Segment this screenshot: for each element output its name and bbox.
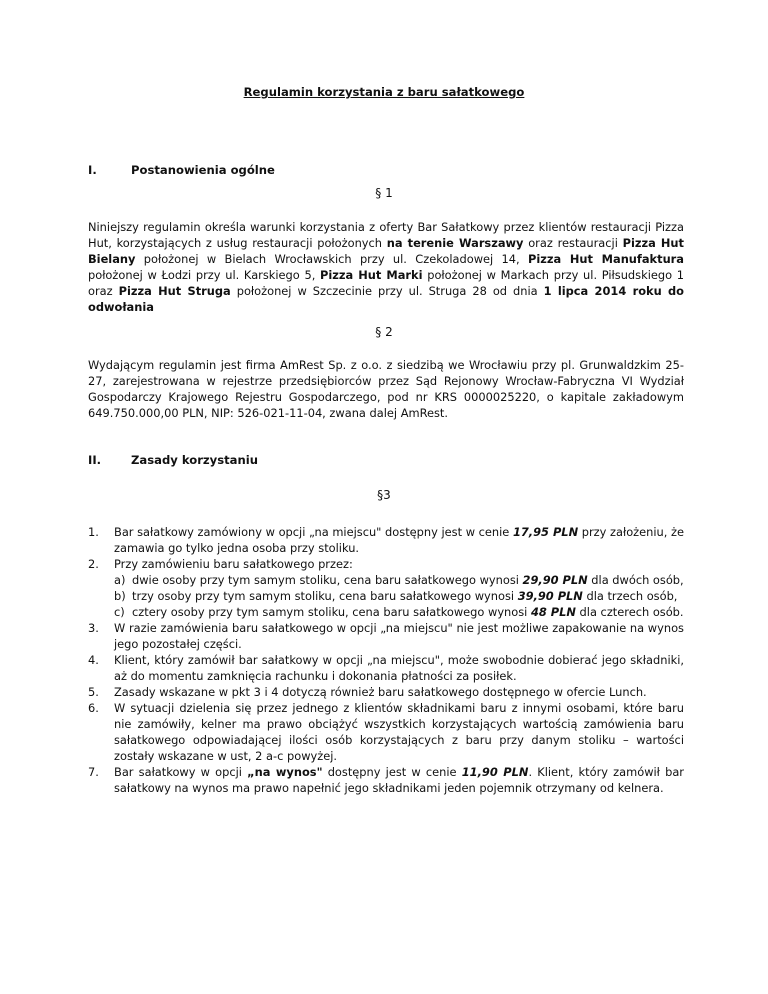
text: . Klient, który zamówił bar sałatkowy na wynos ma prawo napełnić jego składnikami jeden pojemnik otrzymany od kelnera. [114, 765, 684, 795]
paragraph-symbol-3: §3 [377, 488, 391, 502]
paragraph-symbol-1: § 1 [375, 186, 393, 200]
section-number: II. [88, 453, 102, 467]
sub-list-item [88, 572, 684, 588]
item-number: 5. [88, 685, 99, 699]
paragraph-2: Wydającym regulamin jest firma AmRest Sp. z o.o. z siedzibą we Wrocławiu przy pl. Grunwaldzkim 25-27, zarejestrowana w rejestrze przedsiębiorców przez Sąd Rejonowy Wrocław-Fabryczna VI Wydział Gospodarczy Krajowego Rejestru Gospodarczego, pod nr KRS 0000025220, o kapitale zakładowym 649.750.000,00 PLN, NIP: 526-021-11-04, zwana dalej AmRest. [88, 358, 684, 420]
section-number: I. [88, 163, 97, 177]
text: Bar sałatkowy zamówiony w opcji „na miejscu" dostępny jest w cenie [114, 525, 513, 539]
section-title: Postanowienia ogólne [131, 163, 275, 177]
text: Bar sałatkowy w opcji [114, 765, 248, 779]
text: Przy zamówieniu baru sałatkowego przez: [114, 557, 353, 571]
text: położonej w Markach przy ul. Piłsudskiego 1 oraz [88, 268, 685, 298]
list-item [88, 620, 684, 652]
price-three: 39,90 PLN [517, 589, 583, 603]
text: położonej w Łodzi przy ul. Karskiego 5, [88, 268, 321, 282]
text: oraz restauracji [523, 236, 623, 250]
item-letter: b) [114, 589, 126, 603]
bold-restaurant-bielany: Pizza Hut Bielany [88, 236, 684, 266]
list-item [88, 684, 684, 700]
item-number: 7. [88, 765, 99, 779]
text: dla czterech osób. [575, 605, 684, 619]
text: położonej w Szczecinie przy ul. Struga 28 od dnia [230, 284, 544, 298]
text: Niniejszy regulamin określa warunki korzystania z oferty Bar Sałatkowy przez klientów restauracji Pizza Hut, korzystających z usług restauracji położonych [88, 220, 684, 250]
list-item [88, 524, 684, 556]
text: dla dwóch osób, [587, 573, 684, 587]
text: dla trzech osób, [582, 589, 678, 603]
bold-restaurant-struga: Pizza Hut Struga [118, 284, 231, 298]
price-four: 48 PLN [530, 605, 576, 619]
price-single: 17,95 PLN [512, 525, 579, 539]
item-number: 1. [88, 525, 99, 539]
text: dwie osoby przy tym samym stoliku, cena baru sałatkowego wynosi [132, 573, 523, 587]
section-heading-2 [88, 453, 258, 467]
text: Zasady wskazane w pkt 3 i 4 dotyczą również baru sałatkowego dostępnego w ofercie Lunch. [114, 685, 647, 699]
text: W sytuacji dzielenia się przez jednego z klientów składnikami baru z innymi osobami, które baru nie zamówiły, kelner ma prawo obciążyć wszystkich korzystających wartością zamówienia baru sałatkowego odpowiadającej ilości osób korzystających z baru przy danym stoliku – wartości zostały wskazane w ust, 2 a-c powyżej. [114, 701, 684, 763]
sub-list-item [88, 588, 684, 604]
text: W razie zamówienia baru sałatkowego w opcji „na miejscu" nie jest możliwe zapakowanie na wynos jego pozostałej części. [114, 621, 684, 651]
sub-list-item [88, 604, 684, 620]
bold-location-warszawa: na terenie Warszawy [386, 236, 524, 250]
item-number: 3. [88, 621, 99, 635]
list-item [88, 652, 684, 684]
item-number: 2. [88, 557, 99, 571]
bold-takeaway-option: „na wynos" [247, 765, 323, 779]
rules-list [88, 524, 684, 796]
text: przy założeniu, że zamawia go tylko jedna osoba przy stoliku. [114, 525, 685, 555]
document-title: Regulamin korzystania z baru sałatkowego [243, 85, 525, 99]
section-title: Zasady korzystaniu [131, 453, 258, 467]
paragraph-symbol-2: § 2 [375, 325, 393, 339]
bold-restaurant-marki: Pizza Hut Marki [320, 268, 423, 282]
price-two: 29,90 PLN [522, 573, 588, 587]
text: trzy osoby przy tym samym stoliku, cena baru sałatkowego wynosi [132, 589, 518, 603]
text: Klient, który zamówił bar sałatkowy w opcji „na miejscu", może swobodnie dobierać jego składniki, aż do momentu zamknięcia rachunku i dokonania płatności za posiłek. [114, 653, 684, 683]
list-item [88, 556, 684, 572]
text: dostępny jest w cenie [322, 765, 462, 779]
list-item [88, 764, 684, 796]
text: cztery osoby przy tym samym stoliku, cena baru sałatkowego wynosi [132, 605, 531, 619]
bold-effective-date: 1 lipca 2014 roku do odwołania [88, 284, 685, 314]
paragraph-1 [88, 219, 684, 315]
item-letter: c) [114, 605, 125, 619]
price-takeaway: 11,90 PLN [461, 765, 529, 779]
text: położonej w Bielach Wrocławskich przy ul. Czekoladowej 14, [135, 252, 529, 266]
section-heading-1 [88, 163, 275, 177]
list-item [88, 700, 684, 764]
item-letter: a) [114, 573, 126, 587]
bold-restaurant-manufaktura: Pizza Hut Manufaktura [528, 252, 684, 266]
item-number: 4. [88, 653, 99, 667]
item-number: 6. [88, 701, 99, 715]
